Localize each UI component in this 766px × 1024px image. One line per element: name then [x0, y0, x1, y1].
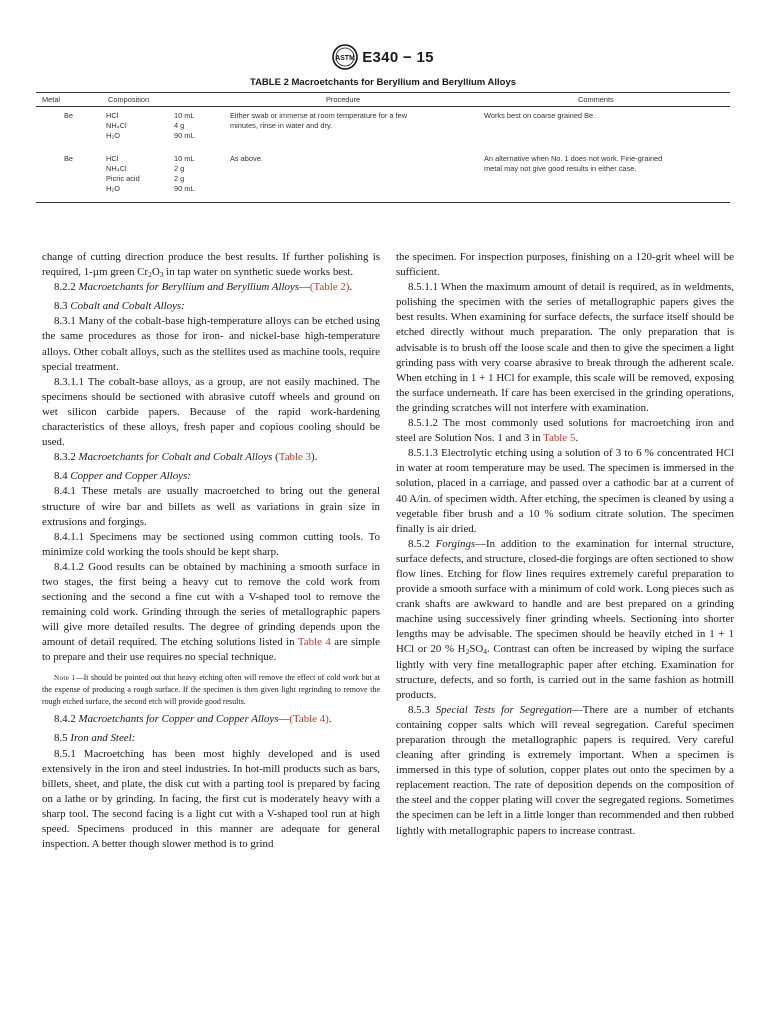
left-column: [42, 250, 380, 852]
section-8-4-1: 8.4.1 These metals are usually macroetched to bring out the general structure of wire bar and billets as well as variations in grain size in extrusions and forgings.: [42, 485, 380, 528]
header-composition: Composition: [108, 95, 150, 104]
section-8-3-1-1: 8.3.1.1 The cobalt-base alloys, as a group, are not easily machined. The specimens should be sectioned with abrasive cutoff wheels and ground on wet silicon carbide papers. Because of the rapid work-hardening characteristics of these alloys, fresh paper and copious cooling should be used.: [42, 375, 380, 449]
metal-cell: Be: [64, 111, 74, 120]
section-8-3-heading: 8.3 Cobalt and Cobalt Alloys:: [54, 300, 185, 313]
note-1: Note 1—It should be pointed out that heavy etching often will remove the effect of cold work but at the expense of producing a rough surface. If the specimen is then given light regrinding to remove the rough etched surface, the second etch will provide good results.: [42, 672, 380, 706]
comments-cell: Works best on coarse grained Be.: [484, 111, 596, 120]
table-3-link[interactable]: Table 3: [278, 451, 311, 464]
section-8-4-1-1: 8.4.1.1 Specimens may be sectioned using common cutting tools. To minimize cold working the tools should be kept sharp.: [42, 530, 380, 558]
document-id: E340 − 15: [362, 48, 434, 66]
astm-logo-text: ASTM: [335, 55, 356, 62]
paragraph: the specimen. For inspection purposes, finishing on a 120-grit wheel will be sufficient.: [396, 251, 734, 279]
page-header: [0, 44, 766, 70]
table-header-rule: [36, 106, 730, 107]
comments-cell: An alternative when No. 1 does not work. Fine-grained metal may not give good results in either case.: [484, 154, 663, 173]
amounts-cell: 10 mL 2 g 2 g 90 mL: [174, 154, 195, 193]
chemicals-cell: HCl NH₄Cl Picric acid H₂O: [106, 154, 140, 193]
section-8-5-2: 8.5.2 Forgings—In addition to the examination for internal structure, surface defects, and structure, closed-die forgings are often sectioned to show flow lines. Etching for flow lines requires extremely careful preparation to provide a smooth surface with a minimum of cold work. Long pieces such as crank shafts are awkward to handle and are best prepared on a grinding machine using successively finer grinding wheels. Sectioning into shorter lengths may be advisable. The specimen should be heavily etched in 1 + 1 HCl or 20 % $H_2SO_4$. Contrast can often be increased by wiping the surface lightly with very fine metallographic paper after etching. Examination for structure, defects, and so forth, is carried out in the same fashion as hotmill products.: [396, 537, 735, 701]
section-8-4-2: 8.4.2 Macroetchants for Copper and Copper Alloys—(Table 4).: [54, 713, 332, 726]
section-8-5-heading: 8.5 Iron and Steel:: [54, 732, 136, 745]
section-8-3-2: 8.3.2 Macroetchants for Cobalt and Cobalt Alloys (Table 3).: [54, 451, 318, 464]
table-4-link[interactable]: (Table 4): [289, 713, 329, 726]
procedure-cell: As above.: [230, 154, 263, 163]
astm-logo-icon: [332, 44, 358, 70]
table-bottom-rule: [36, 202, 730, 203]
paragraph: change of cutting direction produce the best results. If further polishing is required, 1-µm green $Cr_2O_3$ in tap water on synthetic suede works best.: [42, 251, 380, 280]
metal-cell: Be: [64, 154, 74, 163]
table-2-link[interactable]: (Table 2): [309, 281, 350, 294]
amounts-cell: 10 mL 4 g 90 mL: [174, 111, 195, 140]
table-5-link[interactable]: Table 5: [543, 432, 576, 445]
table-top-rule: [36, 92, 730, 93]
table-caption: TABLE 2 Macroetchants for Beryllium and Beryllium Alloys: [249, 77, 517, 88]
right-column: [396, 250, 734, 839]
section-8-4-1-2: 8.4.1.2 Good results can be obtained by machining a smooth surface in two stages, the first being a heavy cut to remove the cold work from sectioning and the second a fine cut with a V-shaped tool to remove the remaining cold work. Grinding through the series of metallographic papers will give more detailed results. The degree of grinding depends upon the amount of detail required. The etching solutions listed in Table 4 are simple to prepare and their use requires no special technique.: [42, 560, 381, 664]
section-8-3-1: 8.3.1 Many of the cobalt-base high-temperature alloys can be etched using the same procedures as those for iron- and nickel-base high-temperature alloys. Other cobalt alloys, such as the stellites used as machine tools, require special treatment.: [42, 315, 380, 373]
header-metal: Metal: [42, 95, 61, 104]
procedure-cell: Either swab or immerse at room temperature for a few minutes, rinse in water and dry.: [230, 111, 408, 130]
section-8-5-1-3: 8.5.1.3 Electrolytic etching using a solution of 3 to 6 % concentrated HCl in water at room temperature may be used. The specimen is immersed in the solution, placed in a carriage, and passed over a cathodic bar at a current of 40 A/in. of specimen width. After etching, the specimen is cleaned by using a vegetable fiber brush and a 10 % sodium citrate solution. The specimen finally is air dried.: [396, 447, 734, 535]
header-comments: Comments: [578, 95, 614, 104]
section-8-5-1: 8.5.1 Macroetching has been most highly developed and is used extensively in the iron and steel industries. In hot-mill products such as bars, billets, sheet, and plate, the disk cut with a parting tool is prepared by facing on a lathe or by grinding. In facing, the first cut is moderately heavy with a sharp tool. The second facing is a light cut with a V-shaped tool run at high speed. Specimens produced in this manner are adequate for general inspection. A better though slower method is to grind: [42, 747, 380, 851]
chemicals-cell: HCl NH₄Cl H₂O: [106, 111, 127, 140]
section-8-5-3: 8.5.3 Special Tests for Segregation—There are a number of etchants containing copper salts which will reveal segregation. Careful specimen preparation through the metallographic papers is required. Very careful cleaning after grinding is extremely important. When a specimen is immersed in this type of solution, copper plates out onto the specimen by a replacement reaction. The rate of deposition depends on the composition of the steel and the copper plating will cover the segregated regions. Sometimes the specimen can be left in a little longer than recommended and then rubbed lightly with metallographic papers to increase contrast.: [396, 703, 734, 837]
section-8-4-heading: 8.4 Copper and Copper Alloys:: [54, 470, 191, 483]
header-procedure: Procedure: [326, 95, 361, 104]
section-8-2-2: 8.2.2 Macroetchants for Beryllium and Beryllium Alloys—(Table 2).: [54, 281, 353, 294]
section-8-5-1-2: 8.5.1.2 The most commonly used solutions for macroetching iron and steel are Solution Nos. 1 and 3 in Table 5.: [396, 417, 734, 445]
section-8-5-1-1: 8.5.1.1 When the maximum amount of detail is required, as in weldments, polishing the specimen with the series of metallographic papers gives the best results. When examining for surface defects, the surface itself should be etched directly without much preparation. The only preparation that is advisable is to brush off the loose scale and then to give the specimen a light grinding pass with very coarse abrasive to break through the adherent scale. When etching in 1 + 1 HCl for example, this scale will be removed, exposing the surface underneath. If care has been exercised in the grinding operations, the grinding scratches will not interfere with examination.: [396, 281, 734, 414]
table-4-link[interactable]: Table 4: [297, 636, 331, 649]
